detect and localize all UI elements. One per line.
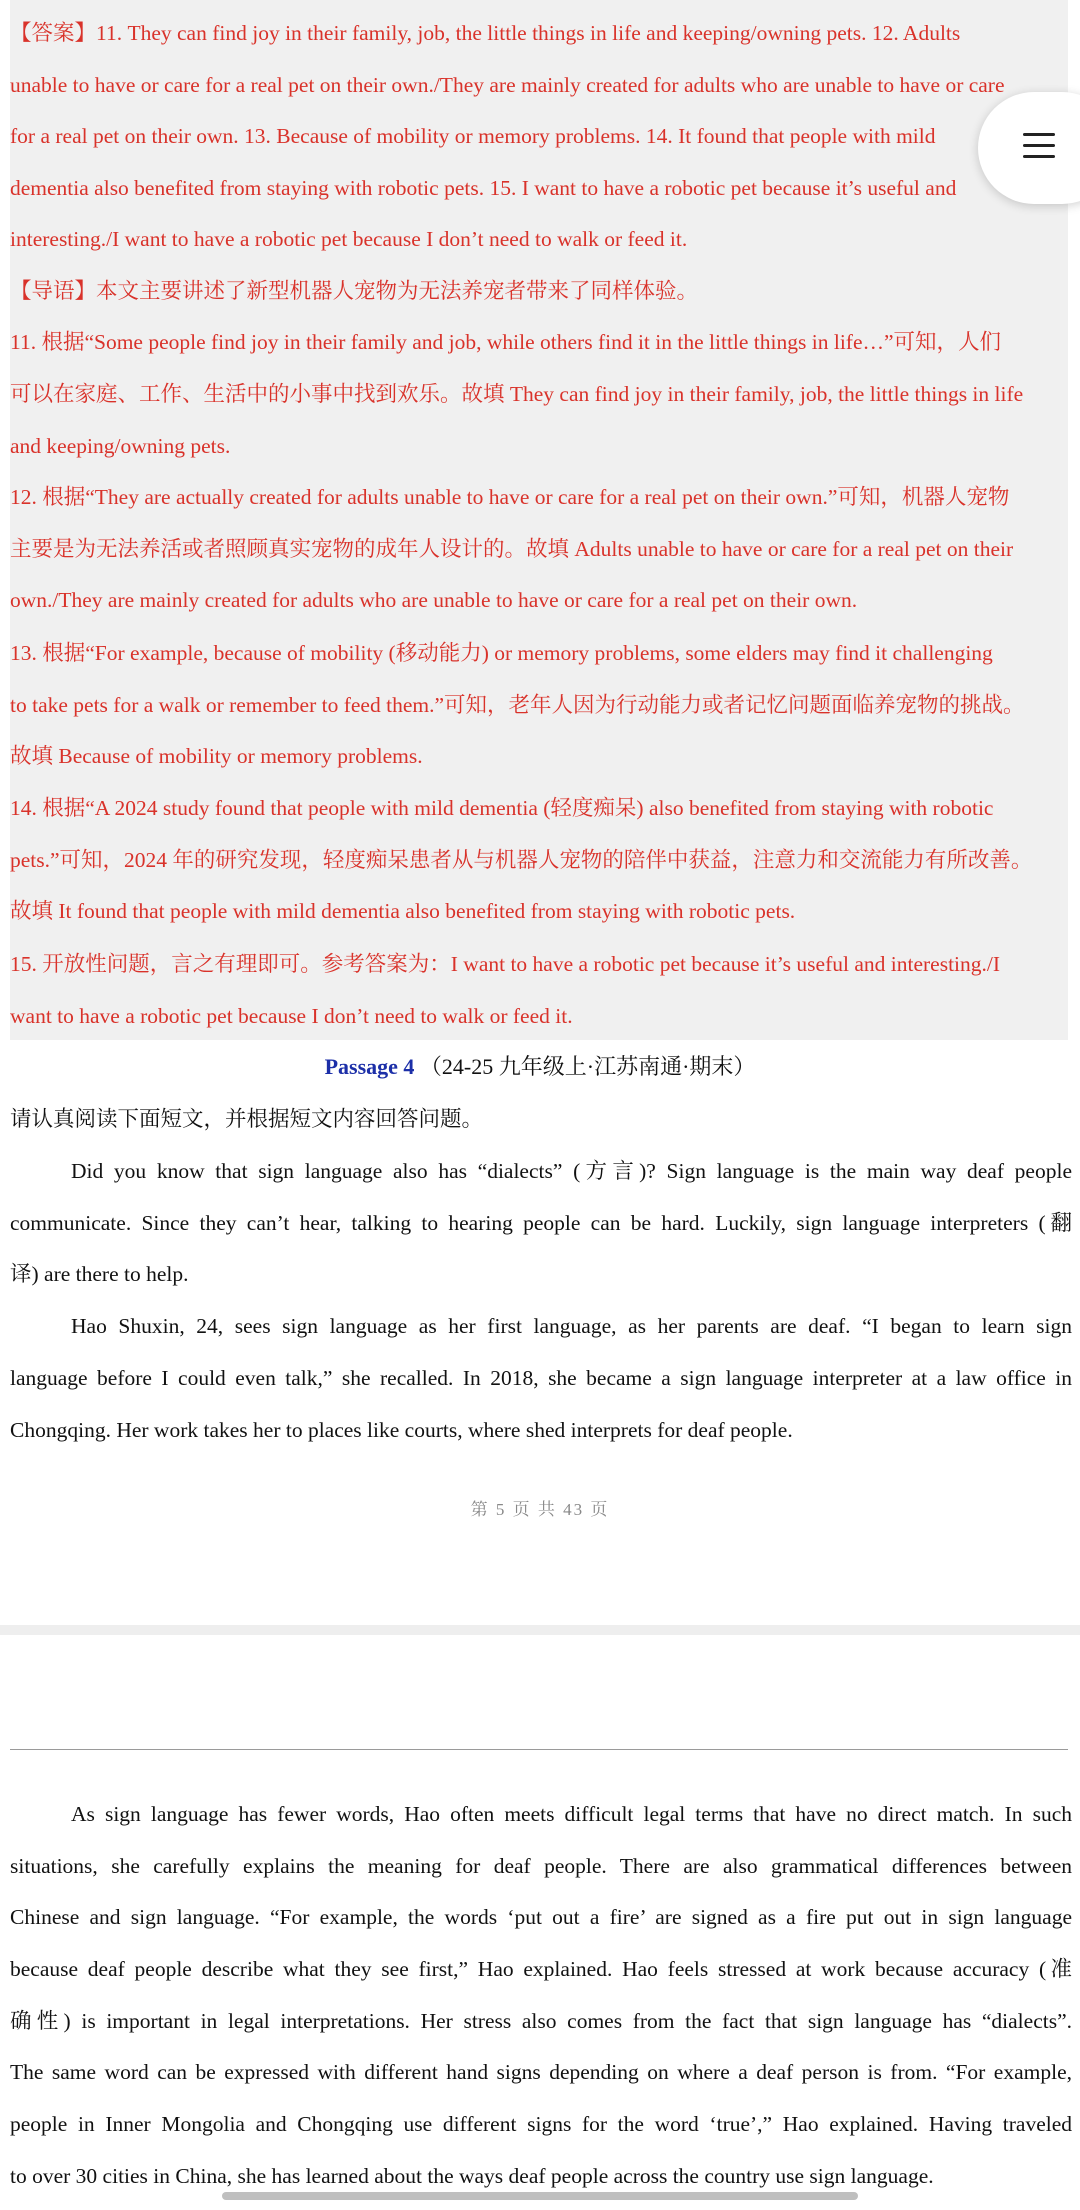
explanation-line: 故填 It found that people with mild dementia also benefited from staying with robotic pets. (10, 899, 796, 923)
answer-line: unable to have or care for a real pet on their own./They are mainly created for adults who are unable to have or care (10, 73, 1005, 97)
explanation-line: 15. 开放性问题，言之有理即可。参考答案为：I want to have a robotic pet because it’s useful and interesting./I (10, 952, 1001, 976)
horizontal-scrollbar[interactable] (222, 2192, 858, 2200)
explanation-line: 14. 根据“A 2024 study found that people with mild dementia (轻度痴呆) also benefited from staying with robotic (10, 796, 994, 820)
explanation-line: want to have a robotic pet because I don’t need to walk or feed it. (10, 1004, 573, 1028)
passage-line: The same word can be expressed with different hand signs depending on where a deaf person is from. “For example, (10, 2060, 1072, 2084)
passage-source: （24-25 九年级上·江苏南通·期末） (419, 1054, 756, 1079)
passage-instruction: 请认真阅读下面短文，并根据短文内容回答问题。 (10, 1107, 484, 1131)
answer-line: for a real pet on their own. 13. Because of mobility or memory problems. 14. It found that people with mild (10, 124, 936, 148)
explanation-line: 13. 根据“For example, because of mobility (移动能力) or memory problems, some elders may find it challenging (10, 641, 993, 665)
passage-heading (0, 1050, 1080, 1084)
passage-line: Did you know that sign language also has “dialects” (方言)? Sign language is the main way deaf people (71, 1159, 1072, 1183)
passage-line: Chongqing. Her work takes her to places like courts, where shed interprets for deaf people. (10, 1418, 793, 1442)
answer-line: dementia also benefited from staying with robotic pets. 15. I want to have a robotic pet because it’s useful and (10, 176, 957, 200)
answer-explanation-box (10, 0, 1068, 1040)
explanation-line: 主要是为无法养活或者照顾真实宠物的成年人设计的。故填 Adults unable to have or care for a real pet on their (10, 537, 1014, 561)
explanation-line: and keeping/owning pets. (10, 434, 231, 458)
page-separator (0, 1625, 1080, 1635)
passage-line: people in Inner Mongolia and Chongqing use different signs for the word ‘true’,” Hao explained. Having traveled (10, 2112, 1072, 2136)
explanation-line: pets.”可知，2024 年的研究发现，轻度痴呆患者从与机器人宠物的陪伴中获益，注意力和交流能力有所改善。 (10, 848, 1033, 872)
passage-line: 译) are there to help. (10, 1262, 189, 1286)
explanation-line: 12. 根据“They are actually created for adults unable to have or care for a real pet on their own.”可知，机器人宠物 (10, 485, 1010, 509)
explanation-line: 故填 Because of mobility or memory problems. (10, 744, 423, 768)
answer-line: 【答案】11. They can find joy in their family, job, the little things in life and keeping/owning pets. 12. Adults (10, 21, 961, 45)
passage-line: language before I could even talk,” she recalled. In 2018, she became a sign language interpreter at a law office in (10, 1366, 1072, 1390)
passage-line: situations, she carefully explains the meaning for deaf people. There are also grammatical differences between (10, 1854, 1072, 1878)
explanation-line: 可以在家庭、工作、生活中的小事中找到欢乐。故填 They can find joy in their family, job, the little things in life (10, 382, 1024, 406)
passage-line: 确性) is important in legal interpretations. Her stress also comes from the fact that sign language has “dialects”. (10, 2009, 1072, 2033)
explanation-line: to take pets for a walk or remember to feed them.”可知，老年人因为行动能力或者记忆问题面临养宠物的挑战。 (10, 693, 1025, 717)
explanation-line: 11. 根据“Some people find joy in their family and job, while others find it in the little things in life…”可知，人们 (10, 330, 1002, 354)
passage-line: As sign language has fewer words, Hao often meets difficult legal terms that have no direct match. In such (71, 1802, 1072, 1826)
page-number: 第 5 页 共 43 页 (470, 1500, 610, 1519)
passage-label: Passage 4 (324, 1054, 415, 1079)
passage-line: because deaf people describe what they see first,” Hao explained. Hao feels stressed at work because accuracy (准 (10, 1957, 1072, 1981)
passage-line: communicate. Since they can’t hear, talking to hearing people can be hard. Luckily, sign language interpreters (翻 (10, 1211, 1072, 1235)
answer-line: interesting./I want to have a robotic pet because I don’t need to walk or feed it. (10, 227, 688, 251)
passage-line: to over 30 cities in China, she has learned about the ways deaf people across the country use sign language. (10, 2164, 934, 2188)
menu-icon[interactable] (1023, 133, 1055, 159)
passage-line: Hao Shuxin, 24, sees sign language as her first language, as her parents are deaf. “I began to learn sign (71, 1314, 1072, 1338)
guide-line: 【导语】本文主要讲述了新型机器人宠物为无法养宠者带来了同样体验。 (10, 279, 699, 303)
passage-line: Chinese and sign language. “For example, the words ‘put out a fire’ are signed as a fire put out in sign language (10, 1905, 1072, 1929)
explanation-line: own./They are mainly created for adults who are unable to have or care for a real pet on their own. (10, 588, 858, 612)
header-rule (10, 1749, 1068, 1750)
